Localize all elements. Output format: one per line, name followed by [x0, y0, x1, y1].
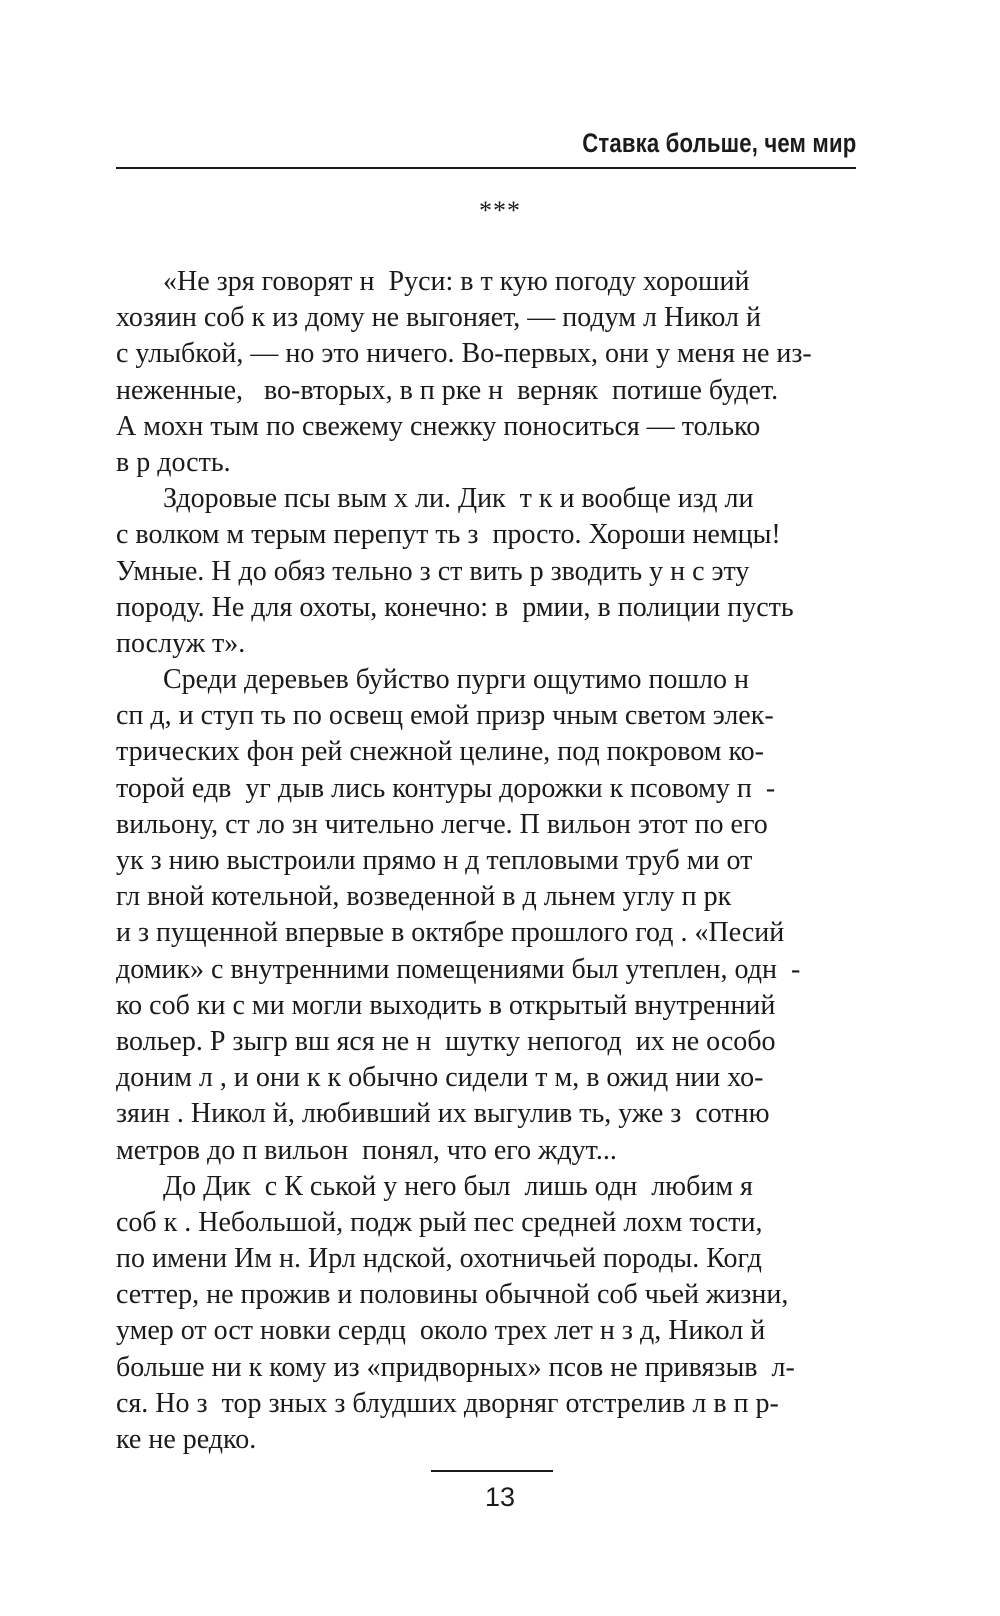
text-line: породу. Не для охоты, конечно: в рмии, в полиции пусть	[116, 591, 794, 623]
text-line: домик» с внутренними помещениями был утеплен, одн -	[116, 953, 801, 985]
text-line: по имени Им н. Ирл ндской, охотничьей породы. Когд	[116, 1243, 762, 1275]
text-line: умер от ост новки сердц около трех лет н з д, Никол й	[116, 1315, 766, 1347]
running-title: Ставка больше, чем мир	[581, 128, 856, 158]
header-rule	[116, 167, 856, 169]
text-line: До Дик с К ськой у него был лишь одн любим я	[163, 1170, 753, 1202]
text-line: гл вной котельной, возведенной в д льнем углу п рк	[116, 881, 732, 913]
running-head	[116, 128, 856, 172]
text-line: ся. Но з тор зных з блудших дворняг отстрелив л в п р-	[116, 1387, 779, 1419]
text-line: «Не зря говорят н Руси: в т кую погоду хороший	[163, 266, 750, 297]
text-line: Умные. Н до обяз тельно з ст вить р зводить у н с эту	[116, 555, 750, 587]
text-line: с волком м терым перепут ть з просто. Хороши немцы!	[116, 519, 781, 551]
text-line: больше ни к кому из «придворных» псов не привязыв л-	[116, 1351, 795, 1383]
text-line: трических фон рей снежной целине, под покровом ко-	[116, 736, 764, 768]
text-line: соб к . Небольшой, подж рый пес средней лохм тости,	[116, 1206, 763, 1238]
section-break-asterisks: ***	[479, 196, 521, 225]
text-line: торой едв уг дыв лись контуры дорожки к псовому п -	[116, 772, 776, 804]
page-number: 13	[484, 1482, 516, 1512]
text-line: зяин . Никол й, любивший их выгулив ть, уже з сотню	[116, 1098, 770, 1130]
text-line: ук з нию выстроили прямо н д тепловыми труб ми от	[116, 845, 753, 876]
text-line: в р дость.	[116, 446, 231, 478]
text-line: сп д, и ступ ть по освещ емой призр чным светом элек-	[116, 700, 774, 732]
body-text	[116, 264, 856, 1458]
text-line: послуж т».	[116, 627, 246, 659]
text-line: Здоровые псы вым х ли. Дик т к и вообще изд ли	[163, 483, 754, 515]
text-line: ке не редко.	[116, 1424, 257, 1455]
text-line: хозяин соб к из дому не выгоняет, — подум л Никол й	[116, 302, 761, 334]
text-line: Среди деревьев буйство пурги ощутимо пошло н	[163, 664, 750, 696]
text-line: ко соб ки с ми могли выходить в открытый внутренний	[116, 989, 776, 1021]
text-line: доним л , и они к к обычно сидели т м, в ожид нии хо-	[116, 1062, 764, 1094]
text-line: с улыбкой, — но это ничего. Во-первых, они у меня не из-	[116, 338, 812, 370]
text-line: А мохн тым по свежему снежку поноситься — только	[116, 410, 761, 442]
text-line: метров до п вильон понял, что его ждут...	[116, 1134, 617, 1166]
text-line: вильону, ст ло зн чительно легче. П вильон этот по его	[116, 808, 768, 840]
text-line: сеттер, не прожив и половины обычной соб чьей жизни,	[116, 1279, 789, 1311]
text-line: неженные, во-вторых, в п рке н верняк потише будет.	[116, 374, 779, 406]
text-line: и з пущенной впервые в октябре прошлого год . «Песий	[116, 917, 785, 949]
text-line: вольер. Р зыгр вш яся не н шутку непогод их не особо	[116, 1025, 776, 1057]
footer-rule	[431, 1470, 553, 1472]
